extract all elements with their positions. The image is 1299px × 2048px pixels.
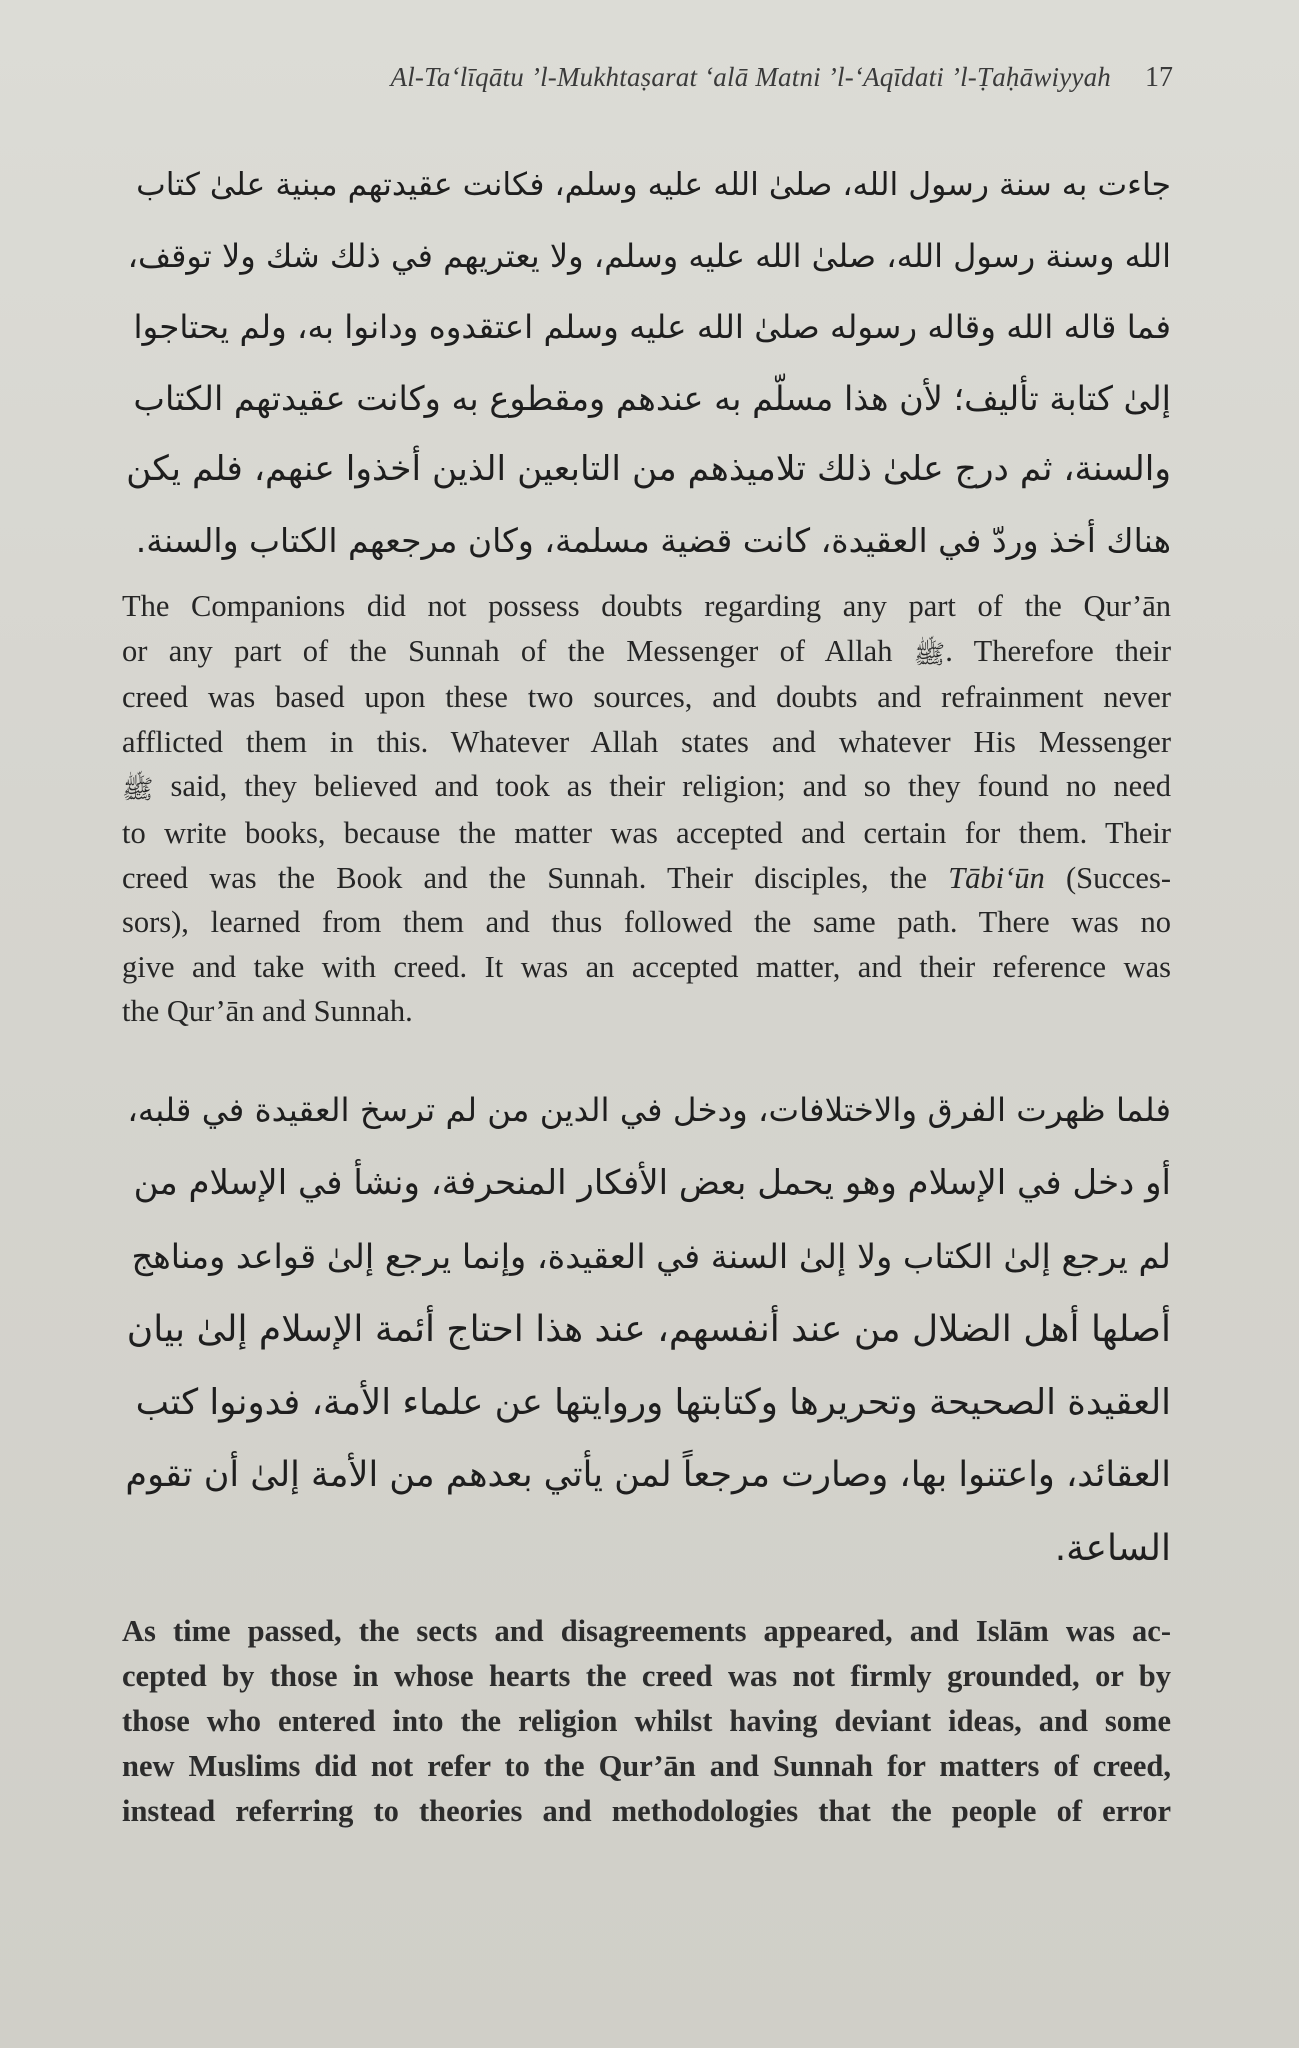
english-line: to write books, because the matter was accepted and certain for them. Their [122,815,1171,850]
english-line: cepted by those in whose hearts the creed was not firmly grounded, or by [122,1658,1171,1693]
salawat-honorific-icon: ﷺ [913,639,946,670]
english-line: sors), learned from them and thus followed the same path. There was no [122,905,1171,940]
page-number: 17 [1145,62,1173,93]
english-line: the Qur’ān and Sunnah. [122,994,413,1029]
arabic-line: أو دخل في الإسلام وهو يحمل بعض الأفكار المنحرفة، ونشأ في الإسلام من [133,1162,1171,1203]
arabic-line: أصلها أهل الضلال من عند أنفسهم، عند هذا احتاج أئمة الإسلام إلىٰ بيان [126,1308,1171,1350]
arabic-line: فلما ظهرت الفرق والاختلافات، ودخل في الدين من لم ترسخ العقيدة في قلبه، [127,1090,1171,1129]
english-line: creed was the Book and the Sunnah. Their disciples, the Tābi‘ūn (Succes- [122,860,1171,895]
english-line: or any part of the Sunnah of the Messenger of Allah ﷺ. Therefore their [122,629,1171,676]
page-body [122,150,1171,1834]
arabic-line: لم يرجع إلىٰ الكتاب ولا إلىٰ السنة في العقيدة، وإنما يرجع إلىٰ قواعد ومناهج [131,1236,1171,1276]
arabic-line: إلىٰ كتابة تأليف؛ لأن هذا مسلّم به عندهم ومقطوع به وكانت عقيدتهم الكتاب [133,379,1171,418]
english-line: give and take with creed. It was an accepted matter, and their reference was [122,949,1171,984]
english-line: The Companions did not possess doubts regarding any part of the Qur’ān [122,589,1171,623]
arabic-line: العقيدة الصحيحة وتحريرها وكتابتها وروايتها عن علماء الأمة، فدونوا كتب [135,1381,1171,1423]
arabic-line: جاءت به سنة رسول الله، صلىٰ الله عليه وسلم، فكانت عقيدتهم مبنية علىٰ كتاب [136,167,1171,203]
english-line: afflicted them in this. Whatever Allah states and whatever His Messenger [122,724,1171,759]
arabic-line: الله وسنة رسول الله، صلىٰ الله عليه وسلم، ولا يعتريهم في ذلك شك ولا توقف، [127,237,1171,275]
salawat-honorific-icon: ﷺ [122,775,154,806]
english-line: those who entered into the religion whilst having deviant ideas, and some [122,1703,1171,1738]
arabic-line: هناك أخذ وردّ في العقيدة، كانت قضية مسلمة، وكان مرجعهم الكتاب والسنة. [135,521,1171,560]
english-line: new Muslims did not refer to the Qur’ān and Sunnah for matters of creed, [122,1748,1171,1783]
arabic-line: والسنة، ثم درج علىٰ ذلك تلاميذهم من التابعين الذين أخذوا عنهم، فلم يكن [126,449,1171,489]
running-header [391,62,1173,94]
english-paragraph-2 [122,1609,1171,1834]
arabic-paragraph-1 [122,150,1171,576]
english-line: As time passed, the sects and disagreements appeared, and Islām was ac- [122,1613,1171,1648]
english-paragraph-1 [122,584,1171,1034]
italic-term: Tābi‘ūn [948,860,1045,895]
arabic-line: فما قاله الله وقاله رسوله صلىٰ الله عليه وسلم اعتقدوه ودانوا به، ولم يحتاجوا [133,308,1171,346]
english-line: ﷺ said, they believed and took as their religion; and so they found no need [122,764,1171,811]
running-title: Al-Ta‘līqātu ’l-Mukhtaṣarat ‘alā Matni ’l-‘Aqīdati ’l-Ṭaḥāwiyyah [390,62,1111,92]
arabic-paragraph-2 [122,1074,1171,1585]
english-line: creed was based upon these two sources, and doubts and refrainment never [122,680,1171,715]
arabic-line: العقائد، واعتنوا بها، وصارت مرجعاً لمن يأتي بعدهم من الأمة إلىٰ أن تقوم [125,1454,1171,1495]
english-line: instead referring to theories and methodologies that the people of error [122,1793,1171,1828]
arabic-line: الساعة. [1054,1527,1171,1569]
